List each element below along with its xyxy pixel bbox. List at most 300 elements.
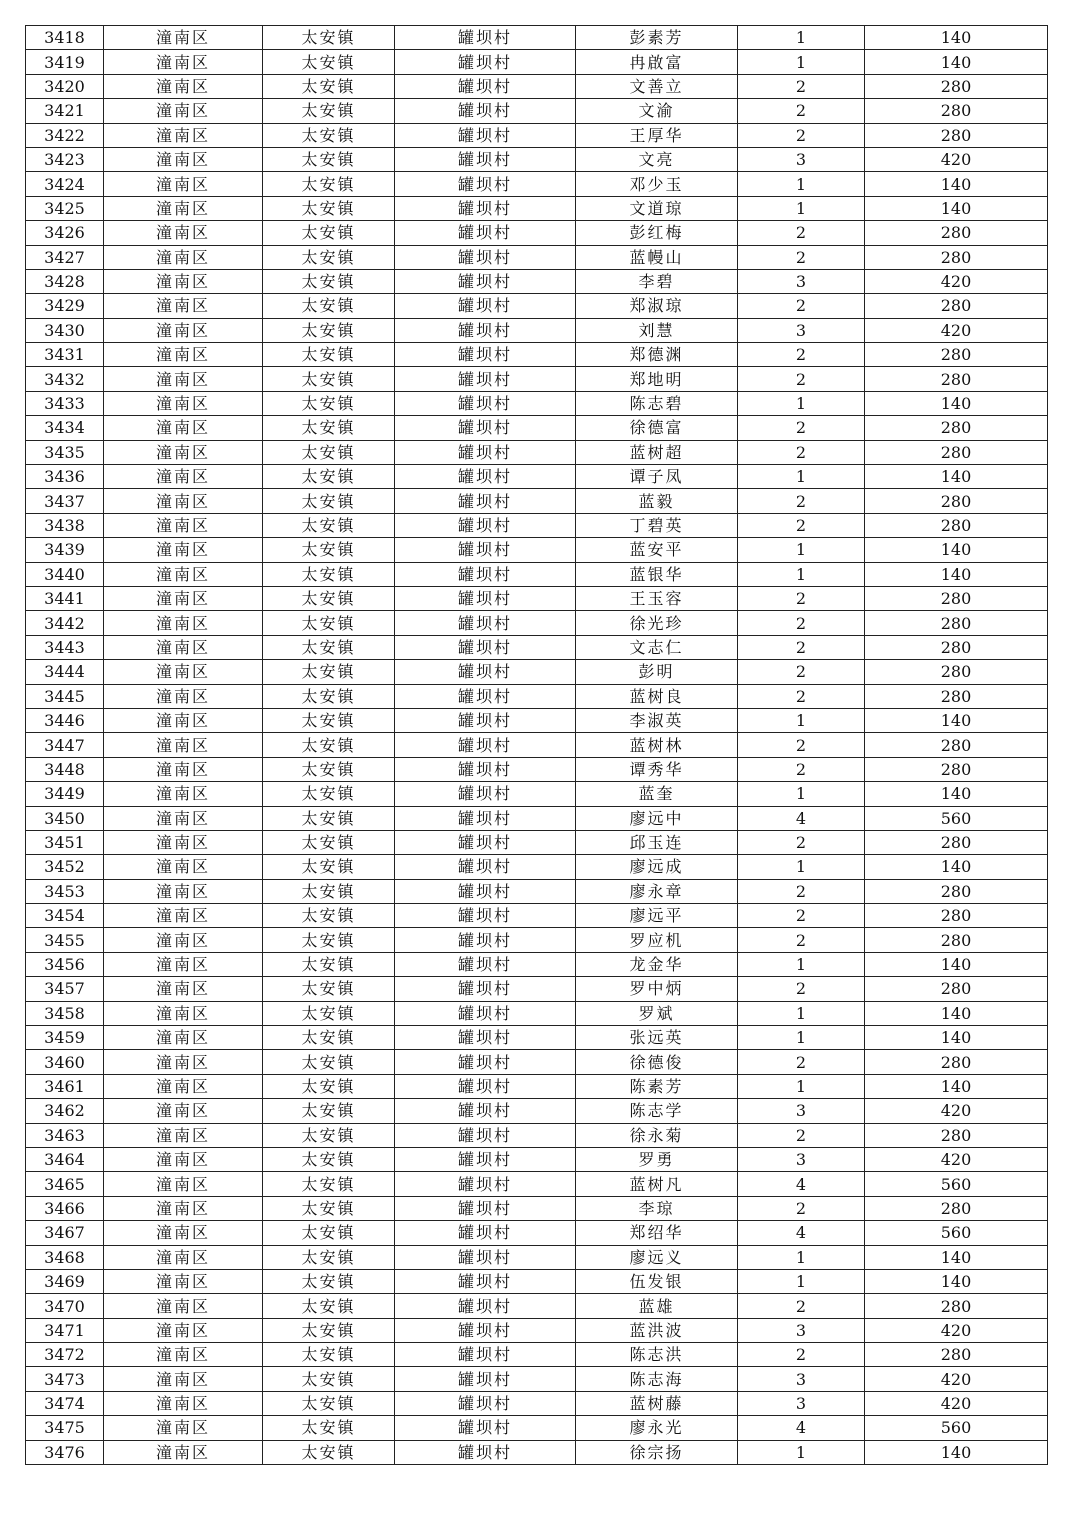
cell-household-count: 1 bbox=[738, 391, 865, 415]
cell-town: 太安镇 bbox=[263, 221, 395, 245]
cell-village: 罐坝村 bbox=[395, 1074, 576, 1098]
cell-town: 太安镇 bbox=[263, 1026, 395, 1050]
cell-person-name: 陈志海 bbox=[576, 1367, 738, 1391]
cell-serial-number: 3419 bbox=[26, 50, 104, 74]
cell-district: 潼南区 bbox=[104, 147, 263, 171]
table-row bbox=[26, 806, 1048, 830]
cell-town: 太安镇 bbox=[263, 172, 395, 196]
cell-district: 潼南区 bbox=[104, 1343, 263, 1367]
cell-household-count: 2 bbox=[738, 830, 865, 854]
cell-serial-number: 3432 bbox=[26, 367, 104, 391]
cell-village: 罐坝村 bbox=[395, 1147, 576, 1171]
cell-district: 潼南区 bbox=[104, 855, 263, 879]
cell-serial-number: 3440 bbox=[26, 562, 104, 586]
cell-village: 罐坝村 bbox=[395, 196, 576, 220]
cell-amount: 140 bbox=[865, 1026, 1048, 1050]
cell-town: 太安镇 bbox=[263, 757, 395, 781]
cell-serial-number: 3450 bbox=[26, 806, 104, 830]
cell-town: 太安镇 bbox=[263, 611, 395, 635]
cell-district: 潼南区 bbox=[104, 196, 263, 220]
cell-amount: 140 bbox=[865, 1245, 1048, 1269]
cell-village: 罐坝村 bbox=[395, 977, 576, 1001]
table-row bbox=[26, 855, 1048, 879]
cell-village: 罐坝村 bbox=[395, 611, 576, 635]
cell-person-name: 李淑英 bbox=[576, 708, 738, 732]
table-row bbox=[26, 99, 1048, 123]
cell-town: 太安镇 bbox=[263, 538, 395, 562]
cell-village: 罐坝村 bbox=[395, 99, 576, 123]
cell-person-name: 文善立 bbox=[576, 74, 738, 98]
table-row bbox=[26, 1147, 1048, 1171]
table-row bbox=[26, 440, 1048, 464]
cell-household-count: 2 bbox=[738, 489, 865, 513]
table-row bbox=[26, 26, 1048, 50]
cell-person-name: 彭红梅 bbox=[576, 221, 738, 245]
cell-amount: 280 bbox=[865, 440, 1048, 464]
cell-district: 潼南区 bbox=[104, 1196, 263, 1220]
cell-town: 太安镇 bbox=[263, 782, 395, 806]
table-row bbox=[26, 708, 1048, 732]
cell-amount: 420 bbox=[865, 147, 1048, 171]
cell-town: 太安镇 bbox=[263, 586, 395, 610]
cell-amount: 140 bbox=[865, 391, 1048, 415]
cell-town: 太安镇 bbox=[263, 489, 395, 513]
cell-amount: 280 bbox=[865, 123, 1048, 147]
table-row bbox=[26, 391, 1048, 415]
cell-serial-number: 3463 bbox=[26, 1123, 104, 1147]
cell-town: 太安镇 bbox=[263, 99, 395, 123]
cell-amount: 280 bbox=[865, 635, 1048, 659]
cell-town: 太安镇 bbox=[263, 1294, 395, 1318]
cell-district: 潼南区 bbox=[104, 684, 263, 708]
cell-district: 潼南区 bbox=[104, 733, 263, 757]
cell-person-name: 廖远中 bbox=[576, 806, 738, 830]
cell-town: 太安镇 bbox=[263, 1099, 395, 1123]
cell-town: 太安镇 bbox=[263, 1123, 395, 1147]
cell-serial-number: 3444 bbox=[26, 660, 104, 684]
cell-district: 潼南区 bbox=[104, 318, 263, 342]
cell-amount: 280 bbox=[865, 1343, 1048, 1367]
cell-district: 潼南区 bbox=[104, 465, 263, 489]
cell-person-name: 廖永章 bbox=[576, 879, 738, 903]
table-row bbox=[26, 489, 1048, 513]
cell-village: 罐坝村 bbox=[395, 172, 576, 196]
cell-serial-number: 3439 bbox=[26, 538, 104, 562]
table-row bbox=[26, 1440, 1048, 1464]
cell-person-name: 蓝雄 bbox=[576, 1294, 738, 1318]
table-row bbox=[26, 1269, 1048, 1293]
cell-household-count: 2 bbox=[738, 977, 865, 1001]
cell-district: 潼南区 bbox=[104, 1269, 263, 1293]
cell-household-count: 4 bbox=[738, 806, 865, 830]
cell-household-count: 1 bbox=[738, 1440, 865, 1464]
cell-serial-number: 3453 bbox=[26, 879, 104, 903]
table-row bbox=[26, 1050, 1048, 1074]
table-row bbox=[26, 1294, 1048, 1318]
cell-household-count: 2 bbox=[738, 513, 865, 537]
cell-amount: 280 bbox=[865, 830, 1048, 854]
cell-village: 罐坝村 bbox=[395, 1318, 576, 1342]
cell-town: 太安镇 bbox=[263, 855, 395, 879]
cell-district: 潼南区 bbox=[104, 977, 263, 1001]
cell-town: 太安镇 bbox=[263, 1050, 395, 1074]
cell-district: 潼南区 bbox=[104, 1440, 263, 1464]
cell-town: 太安镇 bbox=[263, 1343, 395, 1367]
cell-household-count: 2 bbox=[738, 757, 865, 781]
table-row bbox=[26, 586, 1048, 610]
table-row bbox=[26, 269, 1048, 293]
cell-serial-number: 3423 bbox=[26, 147, 104, 171]
cell-person-name: 罗中炳 bbox=[576, 977, 738, 1001]
cell-district: 潼南区 bbox=[104, 1172, 263, 1196]
cell-district: 潼南区 bbox=[104, 708, 263, 732]
table-row bbox=[26, 221, 1048, 245]
cell-village: 罐坝村 bbox=[395, 1196, 576, 1220]
cell-serial-number: 3443 bbox=[26, 635, 104, 659]
cell-person-name: 邓少玉 bbox=[576, 172, 738, 196]
cell-village: 罐坝村 bbox=[395, 1001, 576, 1025]
cell-district: 潼南区 bbox=[104, 952, 263, 976]
cell-town: 太安镇 bbox=[263, 391, 395, 415]
cell-town: 太安镇 bbox=[263, 1196, 395, 1220]
cell-serial-number: 3464 bbox=[26, 1147, 104, 1171]
cell-amount: 420 bbox=[865, 1147, 1048, 1171]
cell-village: 罐坝村 bbox=[395, 1269, 576, 1293]
cell-person-name: 蓝洪波 bbox=[576, 1318, 738, 1342]
cell-amount: 560 bbox=[865, 1221, 1048, 1245]
cell-serial-number: 3460 bbox=[26, 1050, 104, 1074]
cell-serial-number: 3442 bbox=[26, 611, 104, 635]
cell-district: 潼南区 bbox=[104, 74, 263, 98]
cell-household-count: 4 bbox=[738, 1172, 865, 1196]
cell-district: 潼南区 bbox=[104, 1099, 263, 1123]
cell-district: 潼南区 bbox=[104, 879, 263, 903]
cell-household-count: 2 bbox=[738, 99, 865, 123]
cell-household-count: 2 bbox=[738, 343, 865, 367]
cell-amount: 280 bbox=[865, 367, 1048, 391]
roster-sheet bbox=[25, 25, 1047, 1465]
cell-person-name: 陈素芳 bbox=[576, 1074, 738, 1098]
cell-amount: 280 bbox=[865, 586, 1048, 610]
cell-household-count: 2 bbox=[738, 123, 865, 147]
cell-household-count: 2 bbox=[738, 733, 865, 757]
cell-amount: 280 bbox=[865, 1123, 1048, 1147]
cell-district: 潼南区 bbox=[104, 343, 263, 367]
cell-town: 太安镇 bbox=[263, 513, 395, 537]
table-row bbox=[26, 1245, 1048, 1269]
cell-person-name: 蓝树藤 bbox=[576, 1391, 738, 1415]
cell-amount: 280 bbox=[865, 99, 1048, 123]
cell-district: 潼南区 bbox=[104, 294, 263, 318]
cell-village: 罐坝村 bbox=[395, 538, 576, 562]
roster-table bbox=[25, 25, 1048, 1465]
table-row bbox=[26, 830, 1048, 854]
table-row bbox=[26, 733, 1048, 757]
cell-village: 罐坝村 bbox=[395, 416, 576, 440]
table-row bbox=[26, 1123, 1048, 1147]
table-row bbox=[26, 635, 1048, 659]
cell-serial-number: 3418 bbox=[26, 26, 104, 50]
cell-district: 潼南区 bbox=[104, 440, 263, 464]
cell-amount: 140 bbox=[865, 50, 1048, 74]
cell-town: 太安镇 bbox=[263, 1416, 395, 1440]
cell-household-count: 2 bbox=[738, 74, 865, 98]
cell-person-name: 蓝树超 bbox=[576, 440, 738, 464]
table-row bbox=[26, 1099, 1048, 1123]
cell-village: 罐坝村 bbox=[395, 489, 576, 513]
cell-town: 太安镇 bbox=[263, 733, 395, 757]
cell-person-name: 廖远平 bbox=[576, 904, 738, 928]
cell-amount: 140 bbox=[865, 782, 1048, 806]
cell-town: 太安镇 bbox=[263, 1391, 395, 1415]
table-row bbox=[26, 513, 1048, 537]
cell-person-name: 蓝幔山 bbox=[576, 245, 738, 269]
cell-serial-number: 3425 bbox=[26, 196, 104, 220]
table-row bbox=[26, 928, 1048, 952]
cell-serial-number: 3420 bbox=[26, 74, 104, 98]
cell-household-count: 1 bbox=[738, 708, 865, 732]
cell-town: 太安镇 bbox=[263, 416, 395, 440]
cell-amount: 140 bbox=[865, 855, 1048, 879]
cell-village: 罐坝村 bbox=[395, 879, 576, 903]
cell-town: 太安镇 bbox=[263, 879, 395, 903]
cell-household-count: 2 bbox=[738, 1196, 865, 1220]
cell-household-count: 1 bbox=[738, 562, 865, 586]
cell-household-count: 2 bbox=[738, 879, 865, 903]
cell-town: 太安镇 bbox=[263, 1318, 395, 1342]
cell-household-count: 2 bbox=[738, 367, 865, 391]
cell-town: 太安镇 bbox=[263, 928, 395, 952]
cell-village: 罐坝村 bbox=[395, 586, 576, 610]
cell-village: 罐坝村 bbox=[395, 733, 576, 757]
cell-amount: 560 bbox=[865, 1416, 1048, 1440]
cell-person-name: 刘慧 bbox=[576, 318, 738, 342]
cell-village: 罐坝村 bbox=[395, 50, 576, 74]
cell-town: 太安镇 bbox=[263, 977, 395, 1001]
cell-household-count: 2 bbox=[738, 1123, 865, 1147]
cell-district: 潼南区 bbox=[104, 1147, 263, 1171]
cell-serial-number: 3433 bbox=[26, 391, 104, 415]
cell-amount: 140 bbox=[865, 1074, 1048, 1098]
cell-household-count: 1 bbox=[738, 26, 865, 50]
cell-town: 太安镇 bbox=[263, 1269, 395, 1293]
cell-serial-number: 3429 bbox=[26, 294, 104, 318]
cell-town: 太安镇 bbox=[263, 440, 395, 464]
cell-village: 罐坝村 bbox=[395, 806, 576, 830]
cell-amount: 140 bbox=[865, 172, 1048, 196]
cell-village: 罐坝村 bbox=[395, 1367, 576, 1391]
table-row bbox=[26, 952, 1048, 976]
cell-serial-number: 3465 bbox=[26, 1172, 104, 1196]
cell-town: 太安镇 bbox=[263, 465, 395, 489]
cell-amount: 140 bbox=[865, 538, 1048, 562]
cell-household-count: 2 bbox=[738, 440, 865, 464]
table-row bbox=[26, 1001, 1048, 1025]
cell-person-name: 郑德渊 bbox=[576, 343, 738, 367]
cell-household-count: 1 bbox=[738, 172, 865, 196]
cell-village: 罐坝村 bbox=[395, 1440, 576, 1464]
cell-person-name: 文志仁 bbox=[576, 635, 738, 659]
cell-serial-number: 3447 bbox=[26, 733, 104, 757]
cell-amount: 140 bbox=[865, 1269, 1048, 1293]
cell-town: 太安镇 bbox=[263, 830, 395, 854]
cell-village: 罐坝村 bbox=[395, 1294, 576, 1318]
cell-village: 罐坝村 bbox=[395, 830, 576, 854]
cell-amount: 420 bbox=[865, 1367, 1048, 1391]
cell-person-name: 蓝树凡 bbox=[576, 1172, 738, 1196]
cell-village: 罐坝村 bbox=[395, 269, 576, 293]
cell-district: 潼南区 bbox=[104, 50, 263, 74]
cell-serial-number: 3435 bbox=[26, 440, 104, 464]
cell-person-name: 王玉容 bbox=[576, 586, 738, 610]
cell-household-count: 2 bbox=[738, 635, 865, 659]
cell-town: 太安镇 bbox=[263, 245, 395, 269]
cell-amount: 280 bbox=[865, 611, 1048, 635]
cell-person-name: 蓝奎 bbox=[576, 782, 738, 806]
table-row bbox=[26, 416, 1048, 440]
cell-person-name: 蓝树林 bbox=[576, 733, 738, 757]
cell-town: 太安镇 bbox=[263, 367, 395, 391]
cell-village: 罐坝村 bbox=[395, 952, 576, 976]
cell-person-name: 徐德富 bbox=[576, 416, 738, 440]
cell-amount: 140 bbox=[865, 708, 1048, 732]
cell-serial-number: 3467 bbox=[26, 1221, 104, 1245]
cell-amount: 140 bbox=[865, 1440, 1048, 1464]
cell-district: 潼南区 bbox=[104, 1367, 263, 1391]
cell-town: 太安镇 bbox=[263, 708, 395, 732]
table-row bbox=[26, 172, 1048, 196]
cell-serial-number: 3469 bbox=[26, 1269, 104, 1293]
cell-district: 潼南区 bbox=[104, 99, 263, 123]
cell-district: 潼南区 bbox=[104, 489, 263, 513]
cell-serial-number: 3462 bbox=[26, 1099, 104, 1123]
cell-district: 潼南区 bbox=[104, 538, 263, 562]
cell-village: 罐坝村 bbox=[395, 245, 576, 269]
cell-district: 潼南区 bbox=[104, 391, 263, 415]
cell-household-count: 1 bbox=[738, 50, 865, 74]
cell-serial-number: 3434 bbox=[26, 416, 104, 440]
roster-body bbox=[26, 26, 1048, 1465]
cell-district: 潼南区 bbox=[104, 367, 263, 391]
cell-village: 罐坝村 bbox=[395, 1343, 576, 1367]
table-row bbox=[26, 1196, 1048, 1220]
cell-amount: 280 bbox=[865, 343, 1048, 367]
cell-village: 罐坝村 bbox=[395, 513, 576, 537]
cell-village: 罐坝村 bbox=[395, 147, 576, 171]
table-row bbox=[26, 1074, 1048, 1098]
cell-household-count: 2 bbox=[738, 684, 865, 708]
table-row bbox=[26, 367, 1048, 391]
cell-amount: 280 bbox=[865, 977, 1048, 1001]
cell-person-name: 文道琼 bbox=[576, 196, 738, 220]
table-row bbox=[26, 684, 1048, 708]
cell-serial-number: 3468 bbox=[26, 1245, 104, 1269]
cell-household-count: 2 bbox=[738, 245, 865, 269]
cell-serial-number: 3452 bbox=[26, 855, 104, 879]
cell-town: 太安镇 bbox=[263, 50, 395, 74]
cell-village: 罐坝村 bbox=[395, 757, 576, 781]
cell-district: 潼南区 bbox=[104, 1294, 263, 1318]
cell-amount: 140 bbox=[865, 952, 1048, 976]
cell-amount: 280 bbox=[865, 74, 1048, 98]
cell-village: 罐坝村 bbox=[395, 26, 576, 50]
cell-household-count: 1 bbox=[738, 538, 865, 562]
cell-district: 潼南区 bbox=[104, 1391, 263, 1415]
cell-person-name: 文渝 bbox=[576, 99, 738, 123]
cell-amount: 560 bbox=[865, 806, 1048, 830]
cell-district: 潼南区 bbox=[104, 26, 263, 50]
cell-household-count: 2 bbox=[738, 416, 865, 440]
cell-serial-number: 3470 bbox=[26, 1294, 104, 1318]
cell-town: 太安镇 bbox=[263, 318, 395, 342]
cell-person-name: 张远英 bbox=[576, 1026, 738, 1050]
cell-town: 太安镇 bbox=[263, 269, 395, 293]
cell-person-name: 陈志碧 bbox=[576, 391, 738, 415]
cell-serial-number: 3451 bbox=[26, 830, 104, 854]
cell-household-count: 2 bbox=[738, 1050, 865, 1074]
cell-serial-number: 3456 bbox=[26, 952, 104, 976]
cell-household-count: 2 bbox=[738, 1343, 865, 1367]
cell-amount: 420 bbox=[865, 1318, 1048, 1342]
cell-amount: 280 bbox=[865, 757, 1048, 781]
cell-serial-number: 3430 bbox=[26, 318, 104, 342]
cell-district: 潼南区 bbox=[104, 269, 263, 293]
cell-village: 罐坝村 bbox=[395, 440, 576, 464]
cell-person-name: 陈志洪 bbox=[576, 1343, 738, 1367]
cell-household-count: 1 bbox=[738, 1074, 865, 1098]
cell-person-name: 李琼 bbox=[576, 1196, 738, 1220]
table-row bbox=[26, 147, 1048, 171]
table-row bbox=[26, 74, 1048, 98]
cell-household-count: 4 bbox=[738, 1221, 865, 1245]
cell-district: 潼南区 bbox=[104, 1001, 263, 1025]
cell-amount: 280 bbox=[865, 245, 1048, 269]
cell-person-name: 谭子凤 bbox=[576, 465, 738, 489]
cell-serial-number: 3466 bbox=[26, 1196, 104, 1220]
cell-village: 罐坝村 bbox=[395, 708, 576, 732]
cell-household-count: 3 bbox=[738, 1318, 865, 1342]
cell-household-count: 2 bbox=[738, 660, 865, 684]
cell-serial-number: 3454 bbox=[26, 904, 104, 928]
cell-district: 潼南区 bbox=[104, 586, 263, 610]
cell-serial-number: 3474 bbox=[26, 1391, 104, 1415]
cell-household-count: 1 bbox=[738, 465, 865, 489]
cell-serial-number: 3422 bbox=[26, 123, 104, 147]
cell-serial-number: 3448 bbox=[26, 757, 104, 781]
cell-household-count: 2 bbox=[738, 611, 865, 635]
cell-village: 罐坝村 bbox=[395, 367, 576, 391]
cell-district: 潼南区 bbox=[104, 513, 263, 537]
cell-person-name: 李碧 bbox=[576, 269, 738, 293]
cell-district: 潼南区 bbox=[104, 172, 263, 196]
cell-person-name: 邱玉连 bbox=[576, 830, 738, 854]
table-row bbox=[26, 294, 1048, 318]
cell-town: 太安镇 bbox=[263, 294, 395, 318]
table-row bbox=[26, 1172, 1048, 1196]
cell-district: 潼南区 bbox=[104, 416, 263, 440]
table-row bbox=[26, 757, 1048, 781]
cell-amount: 140 bbox=[865, 562, 1048, 586]
cell-amount: 280 bbox=[865, 928, 1048, 952]
cell-person-name: 郑淑琼 bbox=[576, 294, 738, 318]
cell-village: 罐坝村 bbox=[395, 1391, 576, 1415]
cell-amount: 280 bbox=[865, 733, 1048, 757]
table-row bbox=[26, 1343, 1048, 1367]
cell-household-count: 3 bbox=[738, 1391, 865, 1415]
cell-amount: 140 bbox=[865, 26, 1048, 50]
cell-household-count: 2 bbox=[738, 1294, 865, 1318]
cell-town: 太安镇 bbox=[263, 806, 395, 830]
